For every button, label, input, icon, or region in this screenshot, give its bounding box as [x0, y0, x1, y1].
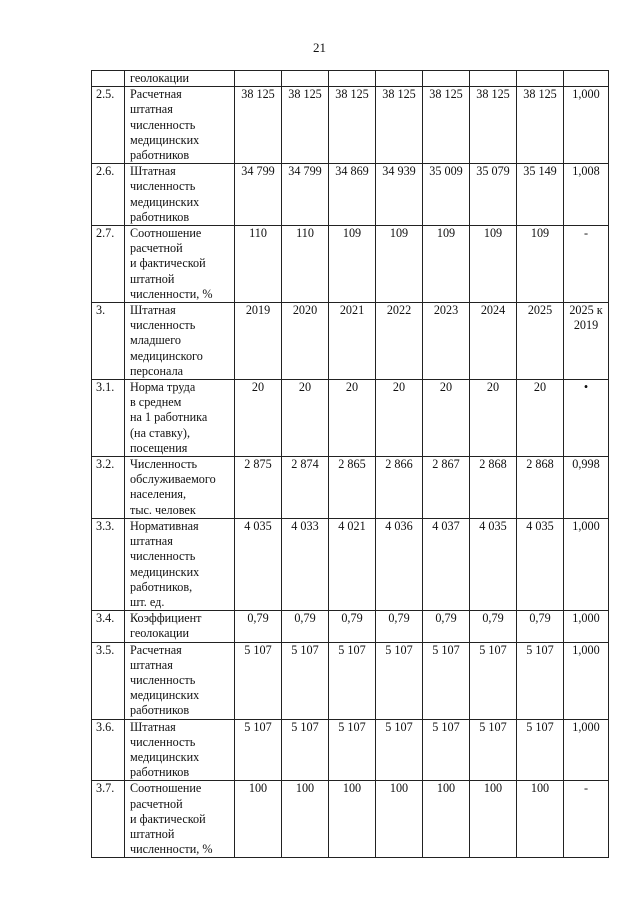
row-number-cell: 3.3. — [92, 518, 125, 610]
ratio-cell: • — [564, 380, 609, 457]
ratio-cell: - — [564, 781, 609, 858]
row-label-cell: Соотношение расчетной и фактической штатной численности, % — [125, 781, 235, 858]
year-value-cell: 2 865 — [329, 457, 376, 519]
year-value-cell: 2 868 — [517, 457, 564, 519]
row-number-cell: 3.2. — [92, 457, 125, 519]
year-value-cell: 38 125 — [470, 87, 517, 164]
year-value-cell — [423, 71, 470, 87]
year-value-cell: 5 107 — [282, 642, 329, 719]
year-value-cell: 4 035 — [235, 518, 282, 610]
table-row-row-2-5 — [92, 87, 609, 164]
table-row-row-3-2 — [92, 457, 609, 519]
year-value-cell: 35 009 — [423, 164, 470, 226]
table-row-row-3-header — [92, 303, 609, 380]
ratio-cell: 1,000 — [564, 611, 609, 642]
ratio-cell: 2025 к 2019 — [564, 303, 609, 380]
year-value-cell: 35 079 — [470, 164, 517, 226]
year-value-cell: 38 125 — [235, 87, 282, 164]
year-value-cell: 5 107 — [470, 642, 517, 719]
year-value-cell: 34 939 — [376, 164, 423, 226]
year-value-cell: 100 — [517, 781, 564, 858]
year-value-cell: 5 107 — [376, 719, 423, 781]
year-value-cell: 34 869 — [329, 164, 376, 226]
year-value-cell: 20 — [282, 380, 329, 457]
row-number-cell: 2.6. — [92, 164, 125, 226]
year-value-cell: 110 — [235, 226, 282, 303]
year-value-cell — [517, 71, 564, 87]
year-value-cell — [470, 71, 517, 87]
year-value-cell: 100 — [235, 781, 282, 858]
table-row-row-3-6 — [92, 719, 609, 781]
year-value-cell: 5 107 — [423, 719, 470, 781]
table-row-row-2-7 — [92, 226, 609, 303]
year-value-cell: 5 107 — [376, 642, 423, 719]
table-row-row-3-3 — [92, 518, 609, 610]
row-label-cell: Норма труда в среднем на 1 работника (на ставку), посещения — [125, 380, 235, 457]
year-value-cell: 0,79 — [235, 611, 282, 642]
year-value-cell — [282, 71, 329, 87]
year-value-cell: 0,79 — [423, 611, 470, 642]
year-value-cell: 2023 — [423, 303, 470, 380]
year-value-cell: 109 — [329, 226, 376, 303]
row-label-cell: Расчетная штатная численность медицинских работников — [125, 642, 235, 719]
year-value-cell: 2024 — [470, 303, 517, 380]
year-value-cell: 2020 — [282, 303, 329, 380]
ratio-cell: 0,998 — [564, 457, 609, 519]
row-label-cell: Нормативная штатная численность медицинских работников, шт. ед. — [125, 518, 235, 610]
year-value-cell: 100 — [470, 781, 517, 858]
year-value-cell: 2025 — [517, 303, 564, 380]
year-value-cell: 38 125 — [282, 87, 329, 164]
year-value-cell: 4 033 — [282, 518, 329, 610]
year-value-cell: 5 107 — [329, 719, 376, 781]
year-value-cell: 20 — [376, 380, 423, 457]
year-value-cell: 38 125 — [376, 87, 423, 164]
year-value-cell: 109 — [423, 226, 470, 303]
row-number-cell: 3.6. — [92, 719, 125, 781]
year-value-cell: 0,79 — [517, 611, 564, 642]
year-value-cell: 100 — [376, 781, 423, 858]
year-value-cell — [329, 71, 376, 87]
table-row-row-3-1 — [92, 380, 609, 457]
row-label-cell: геолокации — [125, 71, 235, 87]
row-number-cell: 3. — [92, 303, 125, 380]
year-value-cell: 20 — [235, 380, 282, 457]
year-value-cell: 2 866 — [376, 457, 423, 519]
year-value-cell: 2019 — [235, 303, 282, 380]
row-number-cell: 3.5. — [92, 642, 125, 719]
table-row-row-3-7 — [92, 781, 609, 858]
year-value-cell: 109 — [376, 226, 423, 303]
table-body — [92, 71, 609, 858]
row-label-cell: Соотношение расчетной и фактической штатной численности, % — [125, 226, 235, 303]
year-value-cell: 5 107 — [282, 719, 329, 781]
year-value-cell: 20 — [517, 380, 564, 457]
year-value-cell: 38 125 — [423, 87, 470, 164]
year-value-cell: 5 107 — [470, 719, 517, 781]
year-value-cell: 20 — [470, 380, 517, 457]
year-value-cell: 34 799 — [282, 164, 329, 226]
year-value-cell: 5 107 — [517, 642, 564, 719]
data-table — [91, 70, 609, 858]
year-value-cell: 0,79 — [376, 611, 423, 642]
ratio-cell: 1,000 — [564, 87, 609, 164]
year-value-cell: 100 — [282, 781, 329, 858]
year-value-cell: 0,79 — [470, 611, 517, 642]
year-value-cell: 2 867 — [423, 457, 470, 519]
year-value-cell: 4 021 — [329, 518, 376, 610]
year-value-cell: 0,79 — [329, 611, 376, 642]
year-value-cell: 109 — [517, 226, 564, 303]
row-number-cell: 2.7. — [92, 226, 125, 303]
year-value-cell: 35 149 — [517, 164, 564, 226]
year-value-cell — [235, 71, 282, 87]
row-label-cell: Штатная численность медицинских работников — [125, 719, 235, 781]
page-number: 21 — [313, 40, 326, 55]
year-value-cell: 2022 — [376, 303, 423, 380]
year-value-cell: 2 868 — [470, 457, 517, 519]
row-number-cell: 3.7. — [92, 781, 125, 858]
year-value-cell: 4 035 — [470, 518, 517, 610]
ratio-cell: 1,000 — [564, 642, 609, 719]
row-label-cell: Расчетная штатная численность медицинских работников — [125, 87, 235, 164]
year-value-cell: 109 — [470, 226, 517, 303]
ratio-cell: 1,008 — [564, 164, 609, 226]
year-value-cell: 5 107 — [235, 719, 282, 781]
table-row-row-2-6 — [92, 164, 609, 226]
year-value-cell: 2 874 — [282, 457, 329, 519]
year-value-cell: 110 — [282, 226, 329, 303]
year-value-cell: 5 107 — [423, 642, 470, 719]
year-value-cell: 2021 — [329, 303, 376, 380]
row-number-cell: 3.4. — [92, 611, 125, 642]
year-value-cell: 20 — [423, 380, 470, 457]
ratio-cell: 1,000 — [564, 719, 609, 781]
year-value-cell: 34 799 — [235, 164, 282, 226]
row-number-cell: 3.1. — [92, 380, 125, 457]
table-row-row-3-5 — [92, 642, 609, 719]
row-number-cell: 2.5. — [92, 87, 125, 164]
year-value-cell — [376, 71, 423, 87]
table-row-row-geolocation-cont — [92, 71, 609, 87]
row-label-cell: Штатная численность младшего медицинского персонала — [125, 303, 235, 380]
row-number-cell — [92, 71, 125, 87]
year-value-cell: 5 107 — [235, 642, 282, 719]
year-value-cell: 5 107 — [329, 642, 376, 719]
year-value-cell: 4 035 — [517, 518, 564, 610]
year-value-cell: 2 875 — [235, 457, 282, 519]
ratio-cell — [564, 71, 609, 87]
year-value-cell: 100 — [423, 781, 470, 858]
row-label-cell: Коэффициент геолокации — [125, 611, 235, 642]
table-row-row-3-4 — [92, 611, 609, 642]
ratio-cell: 1,000 — [564, 518, 609, 610]
year-value-cell: 20 — [329, 380, 376, 457]
year-value-cell: 4 036 — [376, 518, 423, 610]
year-value-cell: 100 — [329, 781, 376, 858]
row-label-cell: Численность обслуживаемого населения, тыс. человек — [125, 457, 235, 519]
year-value-cell: 5 107 — [517, 719, 564, 781]
year-value-cell: 38 125 — [329, 87, 376, 164]
year-value-cell: 0,79 — [282, 611, 329, 642]
ratio-cell: - — [564, 226, 609, 303]
year-value-cell: 4 037 — [423, 518, 470, 610]
year-value-cell: 38 125 — [517, 87, 564, 164]
row-label-cell: Штатная численность медицинских работников — [125, 164, 235, 226]
